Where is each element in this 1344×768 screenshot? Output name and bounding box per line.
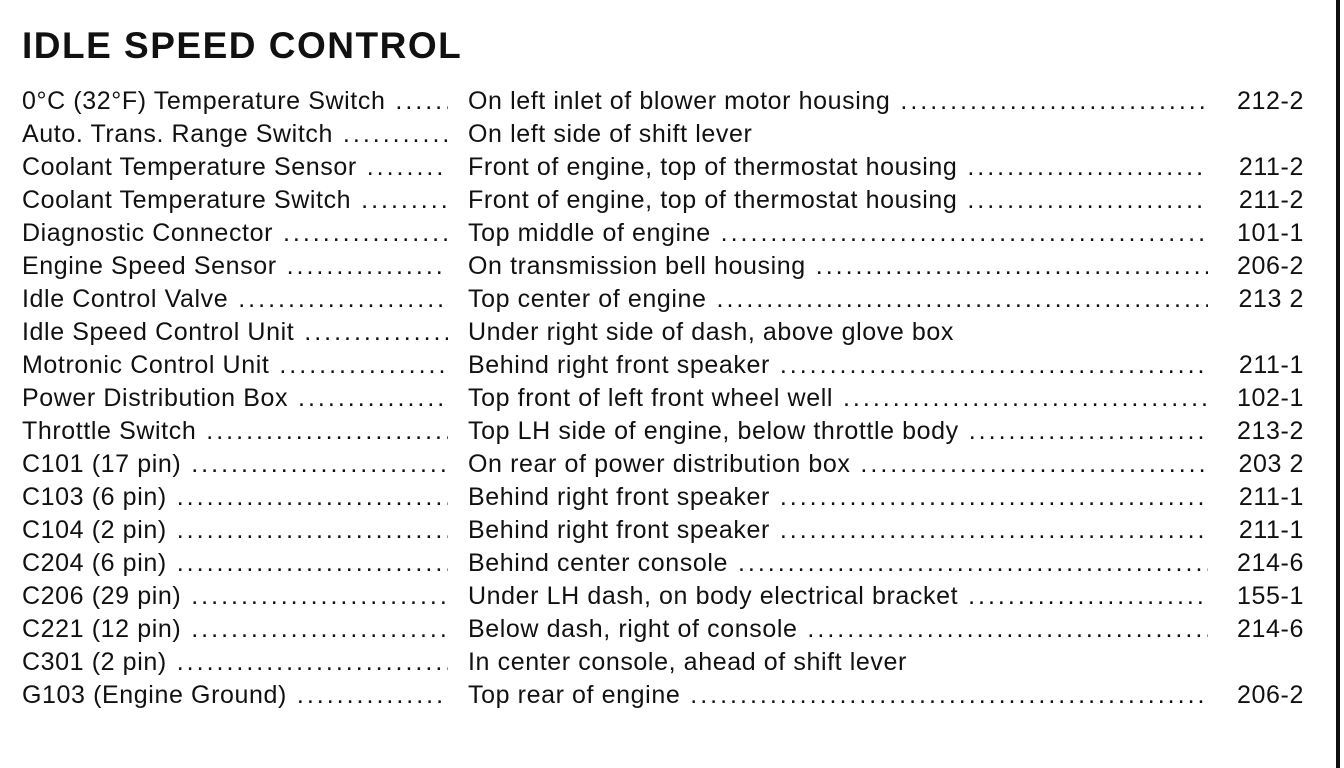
list-item	[22, 679, 1304, 712]
page-reference: 206-2	[1218, 679, 1304, 712]
list-item	[22, 349, 1304, 382]
page-reference: 211-2	[1218, 151, 1304, 184]
list-item	[22, 646, 1304, 679]
component-location: Front of engine, top of thermostat housing .....	[468, 151, 1208, 184]
component-location: On left side of shift lever	[468, 120, 753, 148]
list-item	[22, 85, 1304, 118]
page-reference: 155-1	[1218, 580, 1304, 613]
component-name: Idle Control Valve .....	[22, 283, 448, 316]
list-item	[22, 184, 1304, 217]
component-name: Throttle Switch .....	[22, 415, 448, 448]
component-location: Front of engine, top of thermostat housing .....	[468, 184, 1208, 217]
page-reference: 206-2	[1218, 250, 1304, 283]
page-reference: 211-2	[1218, 184, 1304, 217]
component-name: Coolant Temperature Switch .....	[22, 184, 448, 217]
component-location: Top middle of engine .....	[468, 217, 1208, 250]
page-reference: 214-6	[1218, 547, 1304, 580]
component-location: Behind right front speaker .....	[468, 481, 1208, 514]
page-reference: 101-1	[1218, 217, 1304, 250]
list-item	[22, 151, 1304, 184]
component-location: In center console, ahead of shift lever	[468, 648, 907, 676]
list-item	[22, 580, 1304, 613]
component-location: Top LH side of engine, below throttle body .....	[468, 415, 1208, 448]
list-item	[22, 250, 1304, 283]
component-location: Below dash, right of console .....	[468, 613, 1208, 646]
component-name: Power Distribution Box .....	[22, 382, 448, 415]
list-item	[22, 217, 1304, 250]
right-border-rule	[1336, 0, 1340, 768]
list-item	[22, 547, 1304, 580]
component-name: 0°C (32°F) Temperature Switch .....	[22, 85, 448, 118]
page-reference: 211-1	[1218, 481, 1304, 514]
list-item	[22, 316, 1304, 349]
component-location: Behind right front speaker .....	[468, 514, 1208, 547]
component-name: C101 (17 pin) .....	[22, 448, 448, 481]
page-reference: 214-6	[1218, 613, 1304, 646]
component-name: C103 (6 pin) .....	[22, 481, 448, 514]
page-reference: 213-2	[1218, 415, 1304, 448]
component-location: Top front of left front wheel well .....	[468, 382, 1208, 415]
component-location-list	[22, 85, 1304, 712]
list-item	[22, 118, 1304, 151]
page-reference: 203 2	[1218, 448, 1304, 481]
page-reference: 211-1	[1218, 514, 1304, 547]
component-name: Motronic Control Unit .....	[22, 349, 448, 382]
component-name: C204 (6 pin) .....	[22, 547, 448, 580]
component-name: C104 (2 pin) .....	[22, 514, 448, 547]
component-name: C221 (12 pin) .....	[22, 613, 448, 646]
list-item	[22, 415, 1304, 448]
component-location: Under right side of dash, above glove box	[468, 318, 955, 346]
component-name: G103 (Engine Ground) .....	[22, 679, 448, 712]
component-name: Diagnostic Connector .....	[22, 217, 448, 250]
component-location: Top center of engine .....	[468, 283, 1208, 316]
component-location: On rear of power distribution box .....	[468, 448, 1208, 481]
component-name: C301 (2 pin) .....	[22, 646, 448, 679]
list-item	[22, 448, 1304, 481]
component-location: On transmission bell housing .....	[468, 250, 1208, 283]
page-reference: 212-2	[1218, 85, 1304, 118]
page-reference: 102-1	[1218, 382, 1304, 415]
page-title: IDLE SPEED CONTROL	[22, 25, 463, 66]
list-item	[22, 283, 1304, 316]
component-location: Behind center console .....	[468, 547, 1208, 580]
component-location: Top rear of engine .....	[468, 679, 1208, 712]
list-item	[22, 514, 1304, 547]
component-name: C206 (29 pin) .....	[22, 580, 448, 613]
list-item	[22, 613, 1304, 646]
list-item	[22, 481, 1304, 514]
component-location: Under LH dash, on body electrical bracket .....	[468, 580, 1208, 613]
component-name: Coolant Temperature Sensor .....	[22, 151, 448, 184]
list-item	[22, 382, 1304, 415]
component-name: Idle Speed Control Unit .....	[22, 316, 448, 349]
component-name: Auto. Trans. Range Switch .....	[22, 118, 448, 151]
component-location: On left inlet of blower motor housing .....	[468, 85, 1208, 118]
page-reference: 213 2	[1218, 283, 1304, 316]
component-location: Behind right front speaker .....	[468, 349, 1208, 382]
component-name: Engine Speed Sensor .....	[22, 250, 448, 283]
page-reference: 211-1	[1218, 349, 1304, 382]
